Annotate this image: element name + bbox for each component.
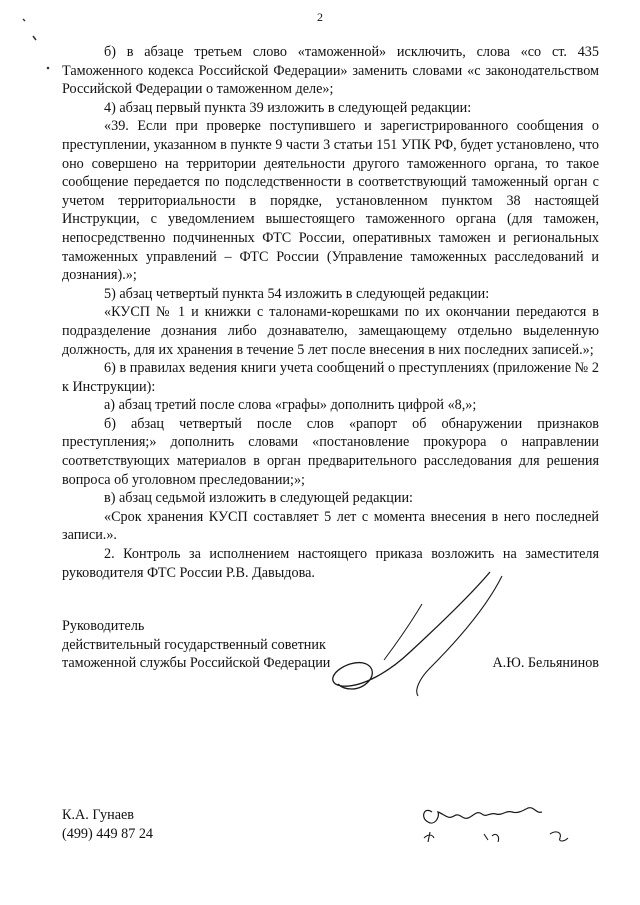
margin-dot-mark: [44, 64, 52, 72]
signatory-position: Руководитель: [62, 618, 145, 634]
paragraph-6v-heading: в) абзац седьмой изложить в следующей редакции:: [104, 490, 413, 507]
paragraph-6a: а) абзац третий после слова «графы» дополнить цифрой «8,»;: [104, 397, 477, 414]
paragraph-6-heading: 6) в правилах ведения книги учета сообщений о преступлениях (приложение № 2 к Инструкции):: [62, 360, 599, 395]
paragraph-4-heading: 4) абзац первый пункта 39 изложить в следующей редакции:: [104, 99, 472, 116]
page-number: 2: [317, 10, 323, 24]
paragraph-5-heading: 5) абзац четвертый пункта 54 изложить в следующей редакции:: [104, 285, 490, 302]
paragraph-5-kusp-storage: «КУСП № 1 и книжки с талонами-корешками по их окончании передаются в подразделение дознания либо дознавателю, замещающему отдельно выделенную должность, для их хранения в течение 5 лет после внесения в них последних записей.»;: [62, 304, 599, 358]
executor-contact: [62, 806, 153, 844]
paragraph-6b: б) абзац четвертый после слов «рапорт об обнаружении признаков преступления;» дополнить словами «постановление прокурора о направлении соответствующих материалов в орган предварительного расследования для решения вопроса об уголовном преследовании;»;: [62, 415, 599, 488]
paragraph-4-clause-39: «39. Если при проверке поступившего и зарегистрированного сообщения о преступлении, указанном в пункте 9 части 3 статьи 151 УПК РФ, будет установлено, что оно совершено на территории деятельности другого таможенного органа, то такое сообщение передается по подследственности в соответствующий таможенный орган с учетом территориальности в порядке, установленном пунктом 38 настоящей Инструкции, с уведомлением вышестоящего таможенного органа (для таможен, непосредственно подчиненных ФТС России, оперативных таможен и региональных таможенных управлений – ФТС России (Управление таможенных расследований и дознания).»;: [62, 118, 599, 284]
paragraph-6v-retention: «Срок хранения КУСП составляет 5 лет с момента внесения в него последней записи.».: [62, 508, 599, 544]
executor-name: К.А. Гунаев: [62, 807, 134, 823]
handwritten-approval-note: [418, 798, 598, 848]
executor-phone: (499) 449 87 24: [62, 826, 154, 842]
signatory-rank: действительный государственный советник: [62, 636, 326, 653]
signatory-name: А.Ю. Бельянинов: [492, 655, 599, 672]
paragraph-1b-customs-code: б) в абзаце третьем слово «таможенной» исключить, слова «со ст. 435 Таможенного кодекса Российской Федерации» заменить словами «с законодательством Российской Федерации о таможенном деле»;: [62, 44, 599, 98]
document-body: [62, 43, 599, 582]
signatory-rank-cont: таможенной службы Российской Федерации: [62, 655, 331, 672]
signature-block: [62, 617, 599, 673]
paragraph-2-control: 2. Контроль за исполнением настоящего приказа возложить на заместителя руководителя ФТС России Р.В. Давыдова.: [62, 546, 599, 581]
